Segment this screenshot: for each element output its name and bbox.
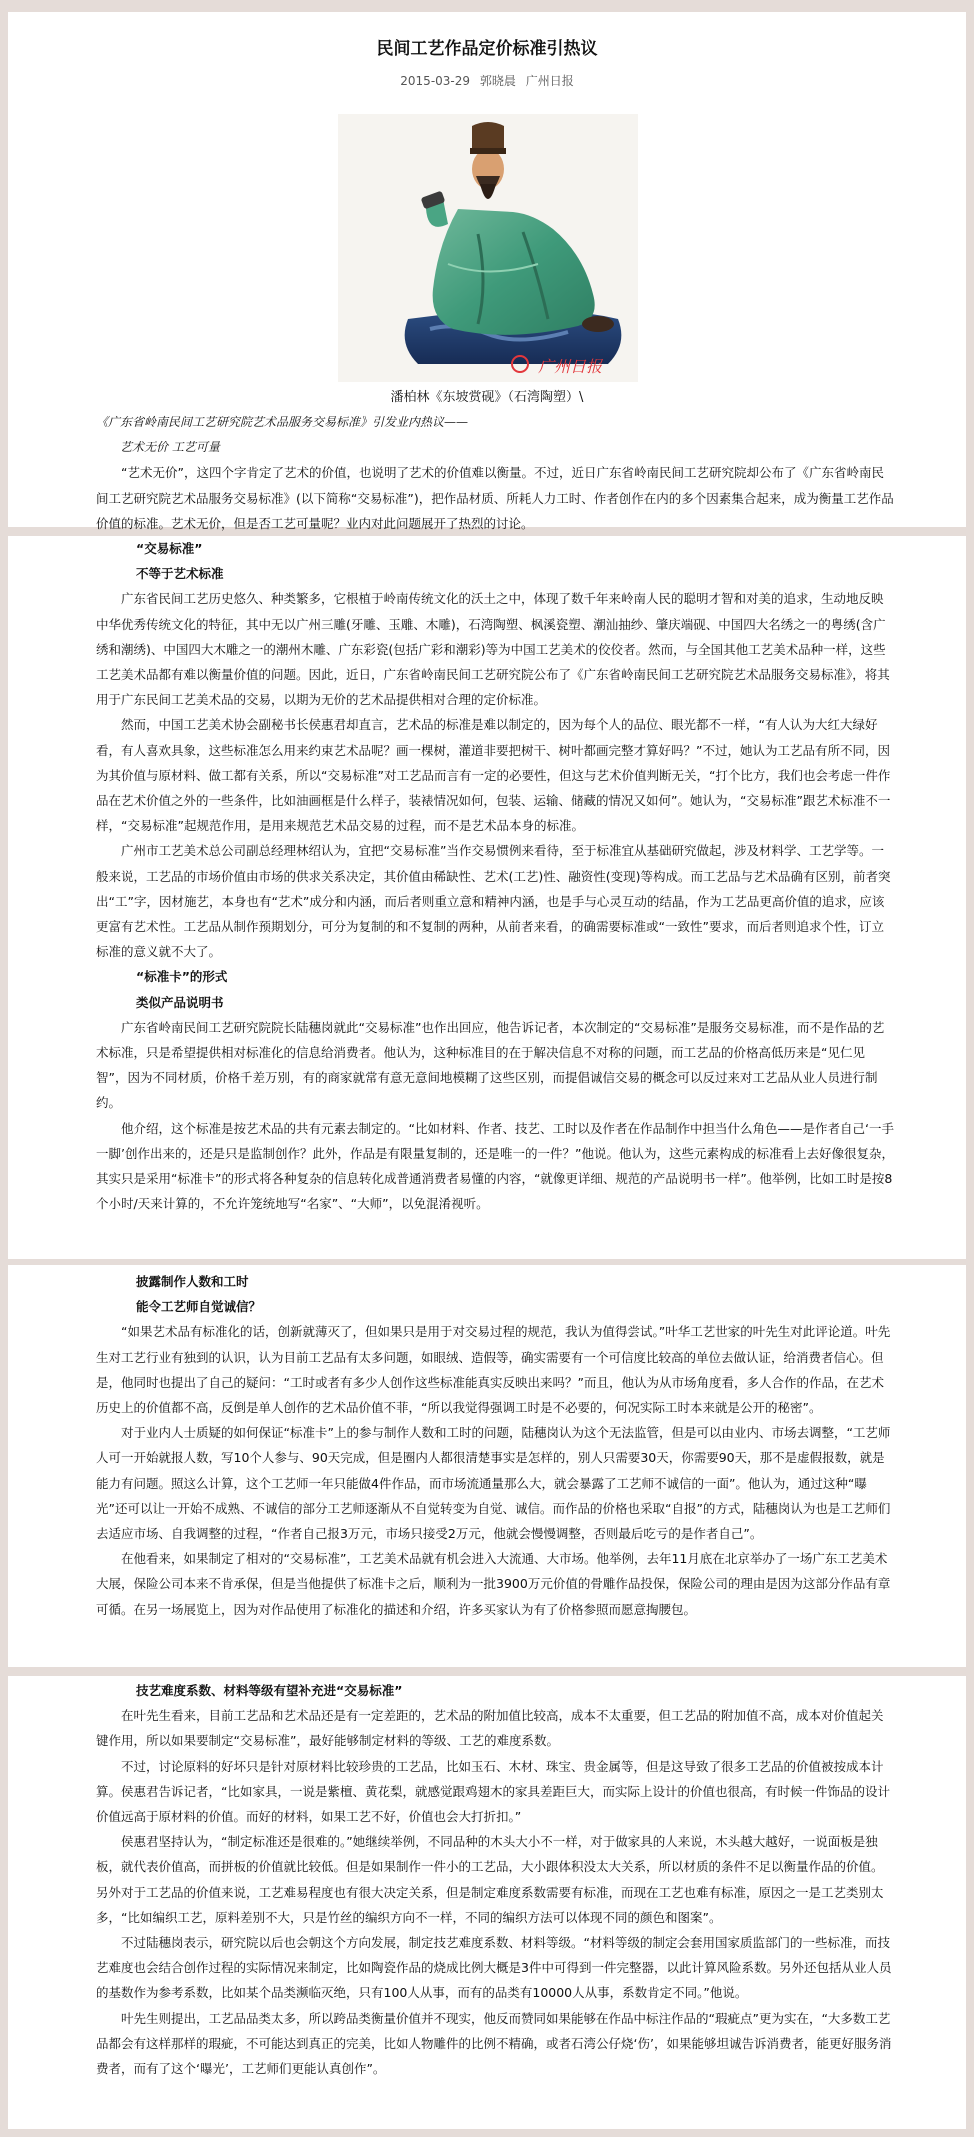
section-1-paragraph: 他介绍，这个标准是按艺术品的共有元素去制定的。“比如材料、作者、技艺、工时以及作者在作品制作中担当什么角色——是作者自己‘一手一脚’创作出来的，还是只是监制创作？此外，作品是有限量复制的，还是唯一的一件？”他说。他认为，这些元素构成的标准看上去好像很复杂，其实只是采用“标准卡”的形式将各种复杂的信息转化成普通消费者易懂的内容，“就像更详细、规范的产品说明书一样”。他举例，比如工时是按8个小时/天来计算的，不允许笼统地写“名家”、“大师”，以免混淆视听。 [96, 1120, 894, 1212]
section-1-heading-3: “标准卡”的形式 [136, 969, 228, 985]
article-source: 广州日报 [525, 74, 574, 88]
intro-block [96, 410, 894, 536]
section-1-body [96, 536, 894, 1216]
section-3-body [96, 1678, 894, 2081]
section-2-paragraph: 对于业内人士质疑的如何保证“标准卡”上的参与制作人数和工时的问题，陆穗岗认为这个无法监管，但是可以由业内、市场去调整，“工艺师人可一开始就报人数，写10个人参与、90天完成，但是圈内人都很清楚事实是怎样的，别人只需要30天，你需要90天，那不是虚假报数，就是能力有问题。照这么计算，这个工艺师一年只能做4件作品，而市场流通量那么大，就会暴露了工艺师不诚信的一面”。他认为，通过这种“曝光”还可以让一开始不成熟、不诚信的部分工艺师逐渐从不自觉转变为自觉、诚信。而作品的价格也采取“自报”的方式，陆穗岗认为也是工艺师们去适应市场、自我调整的过程，“作者自己报3万元，市场只接受2万元，他就会慢慢调整，否则最后吃亏的是作者自己”。 [96, 1425, 891, 1542]
section-2-body [96, 1269, 894, 1622]
section-2-paragraph: “如果艺术品有标准化的话，创新就薄灭了，但如果只是用于对交易过程的规范，我认为值得尝试。”叶华工艺世家的叶先生对此评论道。叶先生对工艺行业有独到的认识，认为目前工艺品有太多问题，如眼绒、造假等，确实需要有一个可信度比较高的单位去做认证，给消费者信心。但是，他同时也提出了自己的疑问：“工时或者有多少人创作这些标准能真实反映出来吗？”而且，他认为从市场角度看，多人合作的作品，在艺术历史上的价值都不高，反倒是单人创作的艺术品价值不菲，“所以我觉得强调工时是不必要的，何况实际工时本来就是公开的秘密”。 [96, 1324, 891, 1416]
section-3-heading-1: 技艺难度系数、材料等级有望补充进“交易标准” [136, 1683, 403, 1698]
section-1-heading-4: 类似产品说明书 [136, 994, 224, 1010]
section-1-heading-2: 不等于艺术标准 [136, 566, 224, 582]
article-figure [338, 114, 638, 382]
section-3-paragraph: 不过陆穗岗表示，研究院以后也会朝这个方向发展，制定技艺难度系数、材料等级。“材料等级的制定会套用国家质监部门的一些标准，而技艺难度也会结合创作过程的实际情况来制定，比如陶瓷作品的烧成比例大概是3件中可得到一件完整器，以此计算风险系数。另外还包括从业人员的基数作为参考系数，比如某个品类濒临灭绝，只有100人从事，而有的品类有10000人从事，系数肯定不同。”他说。 [96, 1935, 892, 2001]
section-1-paragraph: 广东省民间工艺历史悠久、种类繁多，它根植于岭南传统文化的沃土之中，体现了数千年来岭南人民的聪明才智和对美的追求，生动地反映中华优秀传统文化的特征，其中无以广州三雕(牙雕、玉雕、木雕)，石湾陶塑、枫溪瓷塑、潮汕抽纱、肇庆端砚、中国四大名绣之一的粤绣(含广绣和潮绣)、中国四大木雕之一的潮州木雕、广东彩瓷(包括广彩和潮彩)等为中国工艺美术的佼佼者。然而，与全国其他工艺美术品种一样，这些工艺美术品都有难以衡量价值的问题。因此，近日，广东省岭南民间工艺研究院公布了《广东省岭南民间工艺研究院艺术品服务交易标准》，将其用于广东民间工艺美术品的交易，以期为无价的艺术品提供相对合理的定价标准。 [96, 591, 890, 708]
section-2-heading-2: 能令工艺师自觉诚信？ [136, 1299, 262, 1315]
section-disclosure [8, 1265, 966, 1667]
section-3-paragraph: 叶先生则提出，工艺品品类太多，所以跨品类衡量价值并不现实，他反而赞同如果能够在作品中标注作品的“瑕疵点”更为实在，“大多数工艺品都会有这样那样的瑕疵，不可能达到真正的完美，比如人物雕件的比例不精确，或者石湾公仔烧‘伤’，如果能够坦诚告诉消费者，能更好服务消费者，而有了这个‘曝光’，工艺师们更能认真创作”。 [96, 2010, 892, 2077]
section-transaction-standard [8, 536, 966, 1259]
article-author: 郭晓晨 [479, 74, 516, 88]
figure-caption: 潘柏林《东坡赏砚》（石湾陶塑）\ [390, 390, 584, 405]
page-title: 民间工艺作品定价标准引热议 [376, 39, 598, 59]
article-header-panel [8, 12, 966, 531]
section-1-paragraph: 广东省岭南民间工艺研究院院长陆穗岗就此“交易标准”也作出回应，他告诉记者，本次制定的“交易标准”是服务交易标准，而不是作品的艺术标准，只是希望提供相对标准化的信息给消费者。他认为，这种标准目的在于解决信息不对称的问题，而工艺品的价格高低历来是“见仁见智”，因为不同材质，价格千差万别，有的商家就常有意无意间地模糊了这些区别，而提倡诚信交易的概念可以反过来对工艺品从业人员进行制约。 [96, 1019, 885, 1111]
section-1-paragraph: 广州市工艺美术总公司副总经理林绍认为，宜把“交易标准”当作交易惯例来看待，至于标准宜从基础研究做起，涉及材料学、工艺学等。一般来说，工艺品的市场价值由市场的供求关系决定，其价值由稀缺性、艺术(工艺)性、融资性(变现)等构成。而工艺品与艺术品确有区别，前者突出“工”字，因材施艺，本身也有“艺术”成分和内涵，而后者则重立意和精神内涵，也是手与心灵互动的结晶，作为工艺品更高价值的追求，应该更富有艺术性。工艺品从制作预期划分，可分为复制的和不复制的两种，从前者来看，的确需要标准或“一致性”要求，而后者则追求个性，订立标准的意义就不大了。 [96, 843, 891, 960]
section-difficulty-coefficient [8, 1676, 966, 2129]
section-2-paragraph: 在他看来，如果制定了相对的“交易标准”，工艺美术品就有机会进入大流通、大市场。他举例，去年11月底在北京举办了一场广东工艺美术大展，保险公司本来不肯承保，但是当他提供了标准卡之后，顺利为一批3900万元价值的骨雕作品投保，保险公司的理由是因为这部分作品有章可循。在另一场展览上，因为对作品使用了标准化的描述和介绍，许多买家认为有了价格参照而愿意掏腰包。 [96, 1551, 891, 1617]
article-date: 2015-03-29 [400, 74, 471, 88]
watermark-text: 广州日报 [538, 357, 603, 376]
section-1-paragraph: 然而，中国工艺美术协会副秘书长侯惠君却直言，艺术品的标准是难以制定的，因为每个人的品位、眼光都不一样，“有人认为大红大绿好看，有人喜欢具象，这些标准怎么用来约束艺术品呢？画一棵树，灌道非要把树干、树叶都画完整才算好吗？”不过，她认为工艺品有所不同，因为其价值与原材料、做工都有关系，所以“交易标准”对工艺品而言有一定的必要性，但这与艺术价值判断无关，“打个比方，我们也会考虑一件作品在艺术价值之外的一些条件，比如油画框是什么样子，装裱情况如何，包装、运输、储藏的情况又如何”。她认为，“交易标准”跟艺术标准不一样，“交易标准”起规范作用，是用来规范艺术品交易的过程，而不是艺术品本身的标准。 [96, 717, 891, 834]
intro-lead-1: 《广东省岭南民间工艺研究院艺术品服务交易标准》引发业内热议—— [96, 415, 469, 429]
section-2-heading-1: 披露制作人数和工时 [136, 1274, 249, 1289]
section-3-paragraph: 不过，讨论原料的好坏只是针对原材料比较珍贵的工艺品，比如玉石、木材、珠宝、贵金属等，但是这导致了很多工艺品的价值被按成本计算。侯惠君告诉记者，“比如家具，一说是紫檀、黄花梨，就感觉跟鸡翅木的家具差距巨大，而实际上设计的价值也很高，有时候一件饰品的设计价值远高于原材料的价值。而好的材料，如果工艺不好，价值也会大打折扣。” [96, 1758, 890, 1825]
section-3-paragraph: 侯惠君坚持认为，“制定标准还是很难的。”她继续举例，不同品种的木头大小不一样，对于做家具的人来说，木头越大越好，一说面板是独板，就代表价值高，而拼板的价值就比较低。但是如果制作一件小的工艺品，大小跟体积没太大关系，所以材质的条件不足以衡量作品的价值。另外对于工艺品的价值来说，工艺难易程度也有很大决定关系，但是制定难度系数需要有标准，而现在工艺也难有标准，原因之一是工艺类别太多，“比如编织工艺，原料差别不大，只是竹丝的编织方向不一样，不同的编织方法可以体现不同的颜色和图案”。 [96, 1834, 884, 1925]
ceramic-sculpture-image [338, 114, 638, 382]
intro-lead-2: 艺术无价 工艺可量 [120, 440, 220, 455]
section-3-paragraph: 在叶先生看来，目前工艺品和艺术品还是有一定差距的，艺术品的附加值比较高，成本不太重要，但工艺品的附加值不高，成本对价值起关键作用，所以如果要制定“交易标准”，最好能够制定材料的等级、工艺的难度系数。 [96, 1708, 884, 1749]
article-meta [8, 72, 966, 89]
section-1-heading-1: “交易标准” [136, 541, 203, 556]
intro-paragraph: “艺术无价”，这四个字肯定了艺术的价值，也说明了艺术的价值难以衡量。不过，近日广东省岭南民间工艺研究院却公布了《广东省岭南民间工艺研究院艺术品服务交易标准》(以下简称“交易标准”)，把作品材质、所耗人力工时、作者创作在内的多个因素集合起来，成为衡量工艺作品价值的标准。艺术无价，但是否工艺可量呢？业内对此问题展开了热烈的讨论。 [96, 465, 894, 531]
